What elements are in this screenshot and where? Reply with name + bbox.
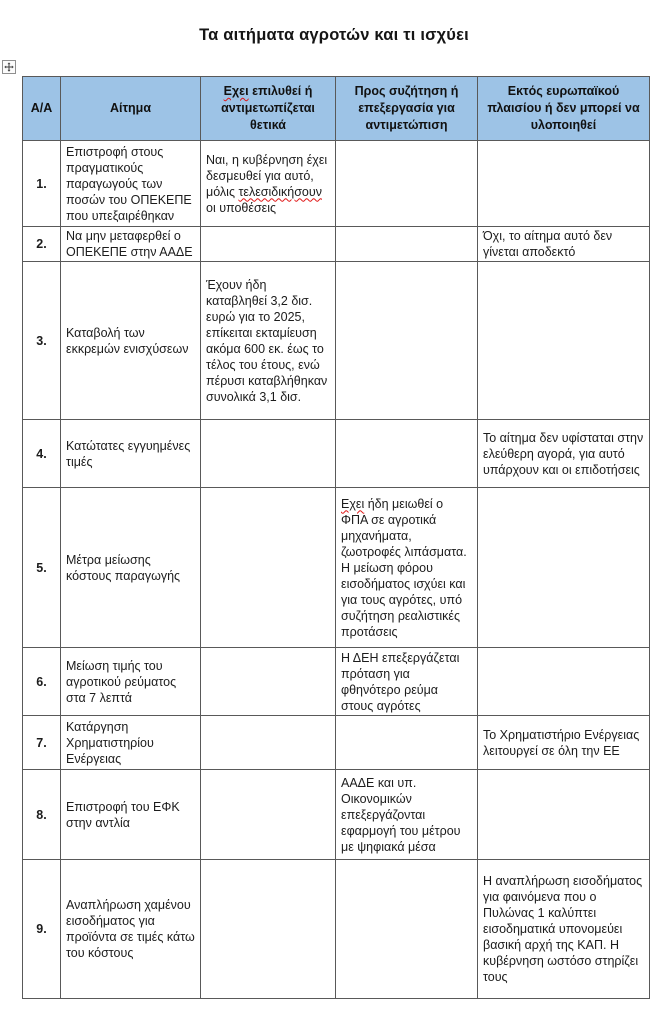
cell-discussion: ΑΑΔΕ και υπ. Οικονομικών επεξεργάζονται εφαρμογή του μέτρου με ψηφιακά μέσα xyxy=(336,770,478,860)
table-row xyxy=(23,488,650,648)
cell-request: Καταβολή των εκκρεμών ενισχύσεων xyxy=(61,262,201,420)
cell-resolved xyxy=(201,770,336,860)
cell-request: Μέτρα μείωσης κόστους παραγωγής xyxy=(61,488,201,648)
col-header-request: Αίτημα xyxy=(61,77,201,141)
cell-discussion xyxy=(336,488,478,648)
cell-outside-eu xyxy=(478,488,650,648)
col-header-resolved xyxy=(201,77,336,141)
table-row xyxy=(23,262,650,420)
row-number: 2. xyxy=(23,227,61,262)
cell-discussion xyxy=(336,262,478,420)
cell-request: Κατώτατες εγγυημένες τιμές xyxy=(61,420,201,488)
header-text: επιλυθεί ή αντιμετωπίζεται θετικά xyxy=(221,84,315,132)
row-number: 6. xyxy=(23,648,61,716)
misspelled-word: τελεσιδικήσουν xyxy=(238,184,322,199)
cell-request: Μείωση τιμής του αγροτικού ρεύματος στα 7 λεπτά xyxy=(61,648,201,716)
table-row xyxy=(23,420,650,488)
cell-request: Επιστροφή στους πραγματικούς παραγωγούς των ποσών του ΟΠΕΚΕΠΕ που υπεξαιρέθηκαν xyxy=(61,141,201,227)
row-number: 9. xyxy=(23,860,61,999)
four-way-arrow-icon xyxy=(4,62,14,72)
cell-outside-eu xyxy=(478,648,650,716)
cell-outside-eu: Το αίτημα δεν υφίσταται στην ελεύθερη αγορά, για αυτό υπάρχουν και οι επιδοτήσεις xyxy=(478,420,650,488)
cell-discussion xyxy=(336,420,478,488)
row-number: 3. xyxy=(23,262,61,420)
requests-table xyxy=(22,76,650,999)
misspelled-word: Εχει xyxy=(223,84,249,98)
cell-request: Να μην μεταφερθεί ο ΟΠΕΚΕΠΕ στην ΑΑΔΕ xyxy=(61,227,201,262)
cell-outside-eu xyxy=(478,141,650,227)
row-number: 7. xyxy=(23,716,61,770)
cell-outside-eu xyxy=(478,770,650,860)
col-header-outside-eu: Εκτός ευρωπαϊκού πλαισίου ή δεν μπορεί να υλοποιηθεί xyxy=(478,77,650,141)
table-header-row xyxy=(23,77,650,141)
col-header-discussion: Προς συζήτηση ή επεξεργασία για αντιμετώπιση xyxy=(336,77,478,141)
cell-text: οι υποθέσεις xyxy=(206,200,277,215)
cell-discussion xyxy=(336,716,478,770)
cell-request: Επιστροφή του ΕΦΚ στην αντλία xyxy=(61,770,201,860)
table-row xyxy=(23,716,650,770)
page-title: Τα αιτήματα αγροτών και τι ισχύει xyxy=(199,26,469,44)
cell-outside-eu: Όχι, το αίτημα αυτό δεν γίνεται αποδεκτό xyxy=(478,227,650,262)
table-row xyxy=(23,648,650,716)
cell-resolved xyxy=(201,420,336,488)
cell-discussion xyxy=(336,227,478,262)
cell-request: Κατάργηση Χρηματιστηρίου Ενέργειας xyxy=(61,716,201,770)
cell-resolved xyxy=(201,227,336,262)
cell-resolved xyxy=(201,141,336,227)
row-number: 5. xyxy=(23,488,61,648)
cell-resolved xyxy=(201,488,336,648)
cell-discussion xyxy=(336,141,478,227)
cell-text: ήδη μειωθεί ο ΦΠΑ σε αγροτικά μηχανήματα, ζωοτροφές λιπάσματα. Η μείωση φόρου εισοδήματος ισχύει και για τους αγρότες, υπό συζήτηση ρεαλιστικές προτάσεις xyxy=(341,496,467,639)
table-row xyxy=(23,141,650,227)
cell-resolved: Έχουν ήδη καταβληθεί 3,2 δισ. ευρώ για το 2025, επίκειται εκταμίευση ακόμα 600 εκ. έως το τέλος του έτους, ενώ πέρυσι καταβλήθηκαν συνολικά 3,1 δισ. xyxy=(201,262,336,420)
table-row xyxy=(23,770,650,860)
table-move-handle[interactable] xyxy=(2,60,16,74)
row-number: 1. xyxy=(23,141,61,227)
cell-discussion: Η ΔΕΗ επεξεργάζεται πρόταση για φθηνότερο ρεύμα στους αγρότες xyxy=(336,648,478,716)
cell-outside-eu xyxy=(478,262,650,420)
table-row xyxy=(23,860,650,999)
misspelled-word: Εχει xyxy=(341,496,365,511)
row-number: 4. xyxy=(23,420,61,488)
cell-request: Αναπλήρωση χαμένου εισοδήματος για προϊόντα σε τιμές κάτω του κόστους xyxy=(61,860,201,999)
col-header-aa: Α/Α xyxy=(23,77,61,141)
cell-outside-eu: Το Χρηματιστήριο Ενέργειας λειτουργεί σε όλη την ΕΕ xyxy=(478,716,650,770)
cell-resolved xyxy=(201,716,336,770)
table-row xyxy=(23,227,650,262)
cell-outside-eu: Η αναπλήρωση εισοδήματος για φαινόμενα που ο Πυλώνας 1 καλύπτει εισοδηματικά υπονομεύει βασική αρχή της ΚΑΠ. Η κυβέρνηση ωστόσο στηρίζει τους xyxy=(478,860,650,999)
row-number: 8. xyxy=(23,770,61,860)
cell-resolved xyxy=(201,648,336,716)
cell-discussion xyxy=(336,860,478,999)
cell-text: Ναι, η κυβέρνηση έχει δεσμευθεί για αυτό, μόλις xyxy=(206,152,328,199)
cell-resolved xyxy=(201,860,336,999)
